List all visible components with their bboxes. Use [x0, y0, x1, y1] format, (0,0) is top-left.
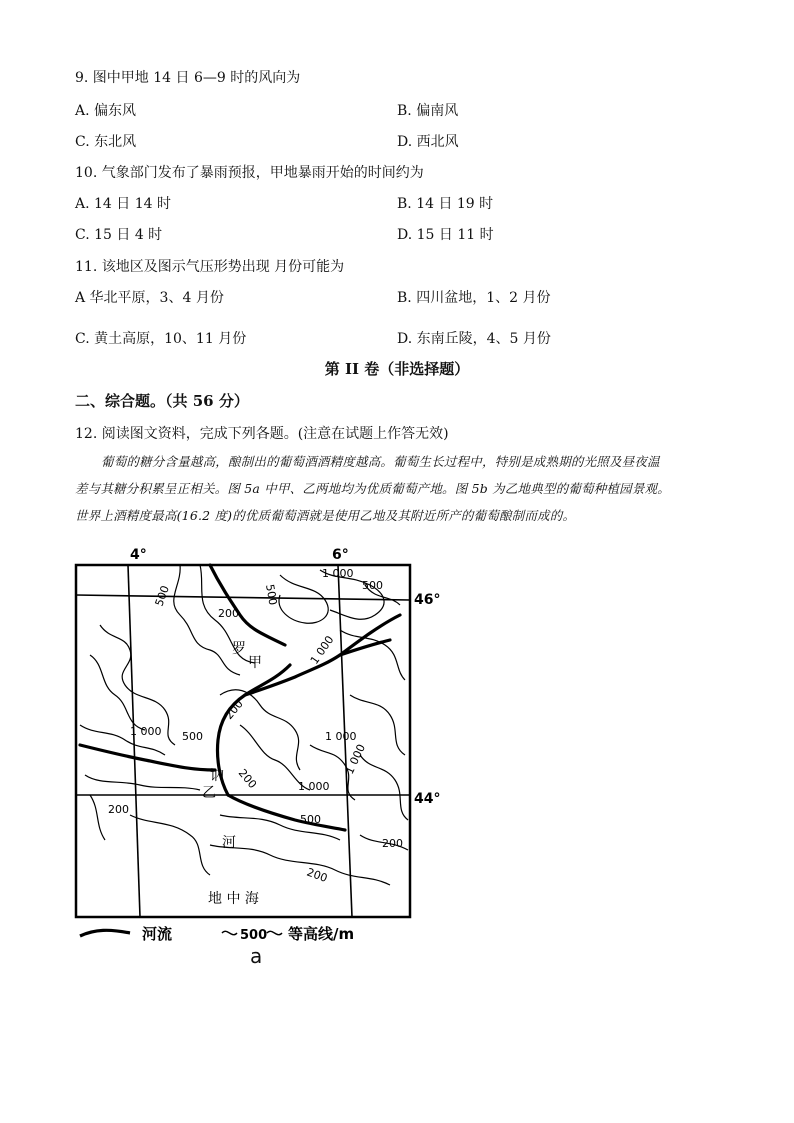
saone-river [210, 565, 285, 645]
sea-label: 地 中 海 [208, 891, 259, 907]
question-9-option-d: D. 西北风 [397, 134, 459, 150]
contour-label: 200 [382, 837, 403, 850]
lat-label-46: 46° [414, 592, 441, 608]
question-9-stem: 9. 图中甲地 14 日 6—9 时的风向为 [75, 70, 301, 86]
contour-label: 200 [235, 766, 260, 792]
question-10-stem: 10. 气象部门发布了暴雨预报，甲地暴雨开始的时间约为 [75, 165, 424, 181]
contour-label: 200 [222, 697, 246, 722]
section-title: 第 II 卷（非选择题） [324, 360, 470, 378]
place-label-he: 河 [222, 835, 236, 851]
question-11-option-a: A 华北平原，3、4 月份 [75, 290, 224, 306]
legend-contour-symbol-right [267, 931, 282, 934]
lon-label-4: 4° [130, 547, 147, 563]
question-10-option-a: A. 14 日 14 时 [75, 196, 171, 212]
contour-label: 1 000 [322, 567, 354, 580]
contour-label: 500 [300, 813, 321, 826]
map-figure [70, 545, 441, 945]
part-heading: 二、综合题。（共 56 分） [75, 392, 249, 410]
legend-contour-symbol-left [222, 931, 237, 934]
contour-label: 500 [263, 583, 280, 607]
contour-label: 200 [218, 607, 239, 620]
question-11-option-c: C. 黄土高原，10、11 月份 [75, 331, 247, 347]
question-11-stem: 11. 该地区及图示气压形势出现 月份可能为 [75, 259, 345, 275]
rivers [80, 565, 400, 830]
contour-label: 500 [182, 730, 203, 743]
paragraph-line-1: 葡萄的糖分含量越高，酿制出的葡萄酒酒精度越高。葡萄生长过程中，特别是成熟期的光照及昼夜温 [101, 454, 660, 469]
legend-contour-label: 等高线/m [288, 925, 355, 943]
place-label-yi: 乙 [202, 785, 216, 801]
legend-river-symbol [80, 930, 130, 936]
place-label-luo: 罗 [232, 641, 246, 657]
contour-label: 500 [362, 579, 383, 592]
topographic-map [70, 545, 441, 945]
question-11-option-b: B. 四川盆地，1、2 月份 [397, 290, 551, 306]
question-11-option-d: D. 东南丘陵，4、5 月份 [397, 331, 551, 347]
contour-label: 1 000 [298, 780, 330, 793]
question-12-paragraph [75, 448, 725, 529]
paragraph-line-3: 世界上酒精度最高(16.2 度)的优质葡萄酒就是使用乙地及其附近所产的葡萄酿制而成的。 [75, 508, 576, 523]
contour-label: 1 000 [325, 730, 357, 743]
question-10-option-c: C. 15 日 4 时 [75, 227, 163, 243]
legend-contour-value: 500 [240, 928, 268, 943]
question-12-stem: 12. 阅读图文资料，完成下列各题。(注意在试题上作答无效) [75, 426, 449, 442]
tributary-west [80, 745, 215, 770]
contour-label: 500 [152, 583, 173, 609]
lat-label-44: 44° [414, 791, 441, 807]
question-10-option-d: D. 15 日 11 时 [397, 227, 494, 243]
contour-label: 1 000 [307, 633, 337, 667]
contour-label: 1 000 [342, 742, 369, 777]
map-legend [80, 925, 354, 943]
place-label-na: 讷 [210, 768, 224, 784]
lon-label-6: 6° [332, 547, 349, 563]
place-label-jia: 甲 [248, 655, 262, 671]
contour-value-labels [108, 567, 403, 885]
question-10-option-b: B. 14 日 19 时 [397, 196, 494, 212]
contour-label: 200 [304, 865, 330, 886]
question-9-option-a: A. 偏东风 [75, 103, 137, 119]
rhone-delta [228, 795, 345, 830]
question-9-option-b: B. 偏南风 [397, 103, 459, 119]
contour-label: 1 000 [130, 725, 162, 738]
contour-label: 200 [108, 803, 129, 816]
question-9-option-c: C. 东北风 [75, 134, 137, 150]
figure-caption: a [250, 944, 263, 968]
legend-river-label: 河流 [142, 925, 173, 943]
paragraph-line-2: 差与其糖分积累呈正相关。图 5a 中甲、乙两地均为优质葡萄产地。图 5b 为乙地典型的葡萄种植园景观。 [75, 481, 670, 496]
